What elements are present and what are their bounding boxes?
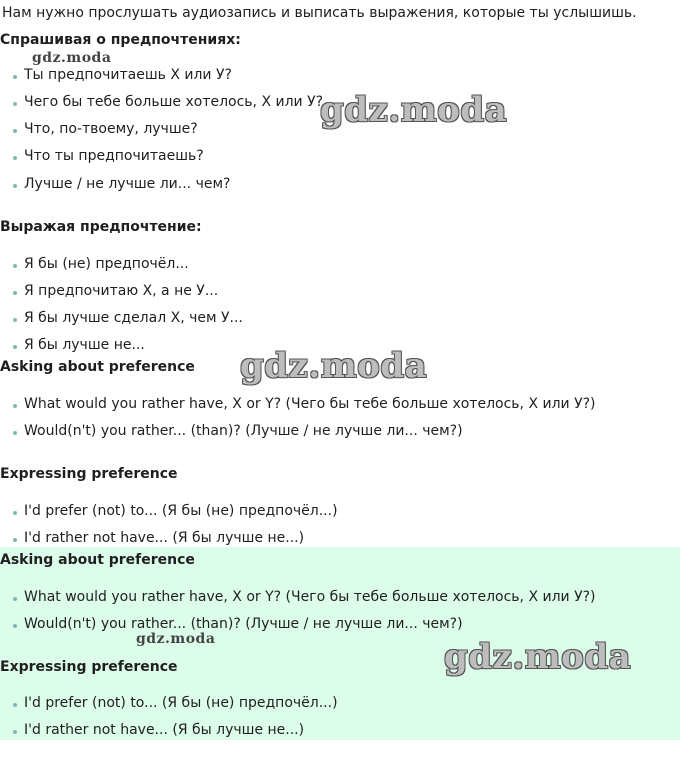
list-item: I'd rather not have... (Я бы лучше не...) — [24, 722, 305, 738]
list-item: Я бы лучше не... — [24, 337, 145, 353]
heading-ru-asking: Спрашивая о предпочтениях: — [0, 32, 241, 48]
list-item: Что ты предпочитаешь? — [24, 148, 204, 164]
list-item: Чего бы тебе больше хотелось, X или У? — [24, 94, 324, 110]
list-item: What would you rather have, X or Y? (Чего бы тебе больше хотелось, X или У?) — [24, 396, 596, 412]
heading-en-asking: Asking about preference — [0, 359, 195, 375]
list-item: Would(n't) you rather... (than)? (Лучше / не лучше ли... чем?) — [24, 616, 463, 632]
heading-green-asking: Asking about preference — [0, 552, 195, 568]
intro-text: Нам нужно прослушать аудиозапись и выписать выражения, которые ты услышишь. — [2, 5, 637, 21]
watermark-logo: gdz.moda — [444, 637, 632, 677]
heading-ru-expressing: Выражая предпочтение: — [0, 219, 202, 235]
watermark-logo: gdz.moda — [32, 50, 112, 66]
list-item: I'd rather not have... (Я бы лучше не...) — [24, 530, 305, 546]
list-item: Я предпочитаю X, а не У... — [24, 283, 219, 299]
list-item: Лучше / не лучше ли... чем? — [24, 176, 231, 192]
watermark-logo: gdz.moda — [136, 631, 216, 647]
watermark-logo: gdz.moda — [240, 346, 428, 386]
list-item: What would you rather have, X or Y? (Чего бы тебе больше хотелось, X или У?) — [24, 589, 596, 605]
heading-en-expressing: Expressing preference — [0, 466, 178, 482]
list-item: Would(n't) you rather... (than)? (Лучше / не лучше ли... чем?) — [24, 423, 463, 439]
list-item: Ты предпочитаешь X или У? — [24, 67, 232, 83]
list-item: I'd prefer (not) to... (Я бы (не) предпочёл...) — [24, 695, 338, 711]
list-item: Что, по-твоему, лучше? — [24, 121, 198, 137]
list-item: I'd prefer (not) to... (Я бы (не) предпочёл...) — [24, 503, 338, 519]
heading-green-expressing: Expressing preference — [0, 659, 178, 675]
list-item: Я бы (не) предпочёл... — [24, 256, 189, 272]
list-item: Я бы лучше сделал X, чем У... — [24, 310, 243, 326]
watermark-logo: gdz.moda — [320, 90, 508, 130]
